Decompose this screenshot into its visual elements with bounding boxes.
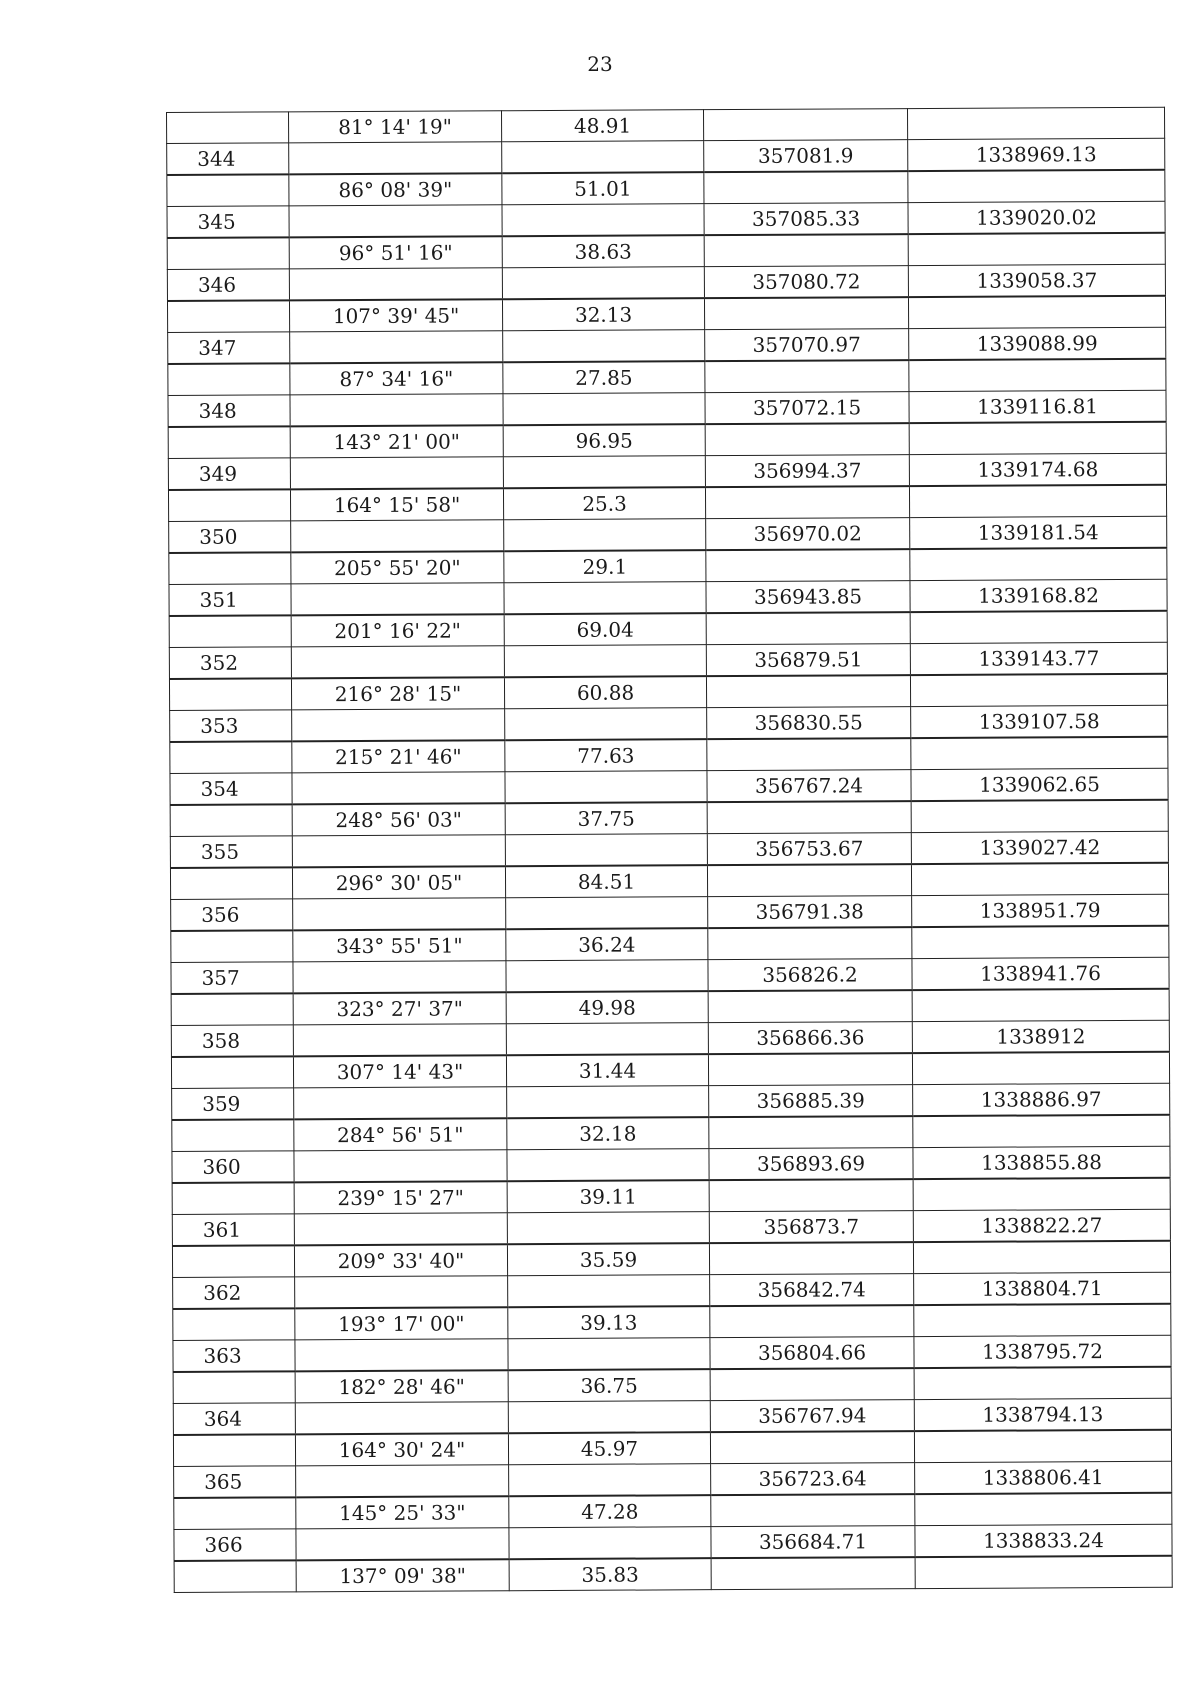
empty-cell <box>909 485 1166 518</box>
empty-cell <box>289 142 502 175</box>
x-coordinate-cell: 357081.9 <box>704 140 908 173</box>
station-cell: 360 <box>172 1151 294 1183</box>
segment-row <box>173 1430 1171 1467</box>
station-cell: 347 <box>168 332 290 364</box>
y-coordinate-cell: 1338941.76 <box>912 957 1169 990</box>
distance-cell: 84.51 <box>505 865 707 898</box>
empty-cell <box>167 300 289 332</box>
empty-cell <box>913 1241 1170 1274</box>
y-coordinate-cell: 1339107.58 <box>911 705 1168 738</box>
empty-cell <box>915 1493 1172 1526</box>
coordinate-table <box>166 107 1173 1593</box>
empty-cell <box>907 107 1164 139</box>
x-coordinate-cell: 356767.24 <box>707 770 911 803</box>
bearing-cell: 307° 14' 43" <box>293 1055 506 1088</box>
point-row <box>173 1335 1171 1372</box>
y-coordinate-cell: 1338795.72 <box>914 1335 1171 1368</box>
distance-cell: 36.24 <box>506 928 708 961</box>
point-row <box>173 1272 1171 1309</box>
empty-cell <box>171 993 293 1025</box>
empty-cell <box>173 1308 295 1340</box>
x-coordinate-cell: 356753.67 <box>707 833 911 866</box>
empty-cell <box>171 1056 293 1088</box>
x-coordinate-cell: 357085.33 <box>704 203 908 236</box>
station-cell: 356 <box>171 899 293 931</box>
empty-cell <box>172 1119 294 1151</box>
bearing-cell: 205° 55' 20" <box>291 551 504 584</box>
segment-row <box>167 170 1165 207</box>
distance-cell: 77.63 <box>505 739 707 772</box>
bearing-cell: 216° 28' 15" <box>291 677 504 710</box>
empty-cell <box>295 1402 508 1435</box>
empty-cell <box>705 486 909 519</box>
empty-cell <box>704 297 908 330</box>
point-row <box>172 1083 1170 1120</box>
x-coordinate-cell: 356842.74 <box>710 1274 914 1307</box>
y-coordinate-cell: 1338855.88 <box>913 1146 1170 1179</box>
point-row <box>168 327 1166 364</box>
empty-cell <box>294 1087 507 1120</box>
bearing-cell: 81° 14' 19" <box>289 111 502 143</box>
empty-cell <box>502 141 704 174</box>
empty-cell <box>292 772 505 805</box>
empty-cell <box>914 1367 1171 1400</box>
empty-cell <box>294 1213 507 1246</box>
empty-cell <box>508 1401 710 1434</box>
empty-cell <box>292 709 505 742</box>
empty-cell <box>708 1053 912 1086</box>
x-coordinate-cell: 356826.2 <box>708 959 912 992</box>
empty-cell <box>910 548 1167 581</box>
empty-cell <box>703 109 907 141</box>
distance-cell: 49.98 <box>506 991 708 1024</box>
empty-cell <box>711 1494 915 1527</box>
point-row <box>170 831 1168 868</box>
empty-cell <box>505 834 707 867</box>
segment-row <box>172 1178 1170 1215</box>
x-coordinate-cell: 356684.71 <box>711 1526 915 1559</box>
empty-cell <box>502 204 704 237</box>
empty-cell <box>173 1371 295 1403</box>
empty-cell <box>506 897 708 930</box>
point-row <box>169 642 1167 679</box>
empty-cell <box>292 835 505 868</box>
empty-cell <box>502 267 704 300</box>
segment-row <box>170 737 1168 774</box>
y-coordinate-cell: 1339174.68 <box>909 453 1166 486</box>
distance-cell: 25.3 <box>503 487 705 520</box>
station-cell: 353 <box>170 710 292 742</box>
distance-cell: 51.01 <box>502 172 704 205</box>
bearing-cell: 215° 21' 46" <box>292 740 505 773</box>
empty-cell <box>173 1434 295 1466</box>
x-coordinate-cell: 356879.51 <box>706 644 910 677</box>
x-coordinate-cell: 356994.37 <box>705 455 909 488</box>
x-coordinate-cell: 357070.97 <box>705 329 909 362</box>
x-coordinate-cell: 356943.85 <box>706 581 910 614</box>
empty-cell <box>290 331 503 364</box>
empty-cell <box>504 582 706 615</box>
empty-cell <box>504 519 706 552</box>
distance-cell: 47.28 <box>509 1495 711 1528</box>
segment-row <box>171 1052 1169 1089</box>
y-coordinate-cell: 1339143.77 <box>910 642 1167 675</box>
x-coordinate-cell: 356804.66 <box>710 1337 914 1370</box>
empty-cell <box>706 612 910 645</box>
segment-row <box>174 1493 1172 1530</box>
y-coordinate-cell: 1338822.27 <box>913 1209 1170 1242</box>
empty-cell <box>169 615 291 647</box>
distance-cell: 38.63 <box>502 235 704 268</box>
station-cell: 355 <box>170 836 292 868</box>
y-coordinate-cell: 1339020.02 <box>908 201 1165 234</box>
bearing-cell: 248° 56' 03" <box>292 803 505 836</box>
bearing-cell: 209° 33' 40" <box>294 1244 507 1277</box>
x-coordinate-cell: 356767.94 <box>710 1400 914 1433</box>
bearing-cell: 323° 27' 37" <box>293 992 506 1025</box>
bearing-cell: 96° 51' 16" <box>289 236 502 269</box>
bearing-cell: 145° 25' 33" <box>296 1496 509 1529</box>
empty-cell <box>708 990 912 1023</box>
empty-cell <box>507 1086 709 1119</box>
bearing-cell: 86° 08' 39" <box>289 173 502 206</box>
segment-row <box>168 485 1166 522</box>
station-cell: 359 <box>172 1088 294 1120</box>
segment-row <box>169 611 1167 648</box>
station-cell: 352 <box>169 647 291 679</box>
y-coordinate-cell: 1339062.65 <box>911 768 1168 801</box>
point-row <box>170 768 1168 805</box>
bearing-cell: 137° 09' 38" <box>296 1559 509 1592</box>
empty-cell <box>507 1149 709 1182</box>
distance-cell: 60.88 <box>504 676 706 709</box>
empty-cell <box>170 804 292 836</box>
empty-cell <box>711 1557 915 1590</box>
point-row <box>172 1146 1170 1183</box>
empty-cell <box>504 645 706 678</box>
y-coordinate-cell: 1338969.13 <box>908 138 1165 171</box>
empty-cell <box>295 1276 508 1309</box>
segment-row <box>167 233 1165 270</box>
station-cell: 344 <box>167 143 289 175</box>
bearing-cell: 164° 15' 58" <box>290 488 503 521</box>
segment-row <box>172 1115 1170 1152</box>
y-coordinate-cell: 1338912 <box>912 1020 1169 1053</box>
empty-cell <box>168 426 290 458</box>
empty-cell <box>912 989 1169 1022</box>
segment-row <box>169 674 1167 711</box>
segment-row <box>174 1556 1172 1593</box>
y-coordinate-cell: 1338806.41 <box>915 1461 1172 1494</box>
segment-row <box>170 800 1168 837</box>
x-coordinate-cell: 356830.55 <box>707 707 911 740</box>
point-row <box>171 894 1169 931</box>
empty-cell <box>706 549 910 582</box>
bearing-cell: 239° 15' 27" <box>294 1181 507 1214</box>
empty-cell <box>912 926 1169 959</box>
station-cell: 362 <box>173 1277 295 1309</box>
empty-cell <box>167 237 289 269</box>
point-row <box>169 516 1167 553</box>
empty-cell <box>707 801 911 834</box>
empty-cell <box>169 552 291 584</box>
segment-row <box>173 1304 1171 1341</box>
empty-cell <box>704 171 908 204</box>
distance-cell: 27.85 <box>503 361 705 394</box>
empty-cell <box>503 456 705 489</box>
empty-cell <box>169 678 291 710</box>
empty-cell <box>912 1052 1169 1085</box>
point-row <box>171 1020 1169 1057</box>
bearing-cell: 107° 39' 45" <box>289 299 502 332</box>
empty-cell <box>704 234 908 267</box>
point-row <box>169 579 1167 616</box>
segment-row <box>169 548 1167 585</box>
empty-cell <box>915 1556 1172 1589</box>
station-cell: 349 <box>168 458 290 490</box>
y-coordinate-cell: 1339168.82 <box>910 579 1167 612</box>
empty-cell <box>170 741 292 773</box>
empty-cell <box>291 646 504 679</box>
point-row <box>174 1524 1172 1561</box>
point-row <box>174 1461 1172 1498</box>
station-cell: 351 <box>169 584 291 616</box>
distance-cell: 48.91 <box>501 110 703 142</box>
station-cell: 348 <box>168 395 290 427</box>
empty-cell <box>709 1179 913 1212</box>
empty-cell <box>910 674 1167 707</box>
y-coordinate-cell: 1339088.99 <box>909 327 1166 360</box>
empty-cell <box>914 1430 1171 1463</box>
empty-cell <box>705 360 909 393</box>
empty-cell <box>505 708 707 741</box>
empty-cell <box>171 930 293 962</box>
bearing-cell: 296° 30' 05" <box>292 866 505 899</box>
x-coordinate-cell: 357080.72 <box>704 266 908 299</box>
station-cell: 357 <box>171 962 293 994</box>
distance-cell: 69.04 <box>504 613 706 646</box>
empty-cell <box>707 738 911 771</box>
point-row <box>167 138 1165 175</box>
empty-cell <box>174 1497 296 1529</box>
segment-row <box>168 359 1166 396</box>
bearing-cell: 193° 17' 00" <box>295 1307 508 1340</box>
y-coordinate-cell: 1338886.97 <box>913 1083 1170 1116</box>
point-row <box>170 705 1168 742</box>
empty-cell <box>909 422 1166 455</box>
empty-cell <box>167 112 289 144</box>
empty-cell <box>710 1368 914 1401</box>
distance-cell: 35.59 <box>507 1243 709 1276</box>
empty-cell <box>506 1023 708 1056</box>
segment-row <box>168 422 1166 459</box>
bearing-cell: 343° 55' 51" <box>293 929 506 962</box>
empty-cell <box>168 363 290 395</box>
station-cell: 364 <box>173 1403 295 1435</box>
empty-cell <box>174 1560 296 1592</box>
point-row <box>168 390 1166 427</box>
table-body <box>167 107 1173 1592</box>
station-cell: 366 <box>174 1529 296 1561</box>
bearing-cell: 182° 28' 46" <box>295 1370 508 1403</box>
empty-cell <box>503 330 705 363</box>
point-row <box>172 1209 1170 1246</box>
station-cell: 358 <box>171 1025 293 1057</box>
station-cell: 354 <box>170 773 292 805</box>
station-cell: 346 <box>167 269 289 301</box>
distance-cell: 35.83 <box>509 1558 711 1591</box>
station-cell: 350 <box>169 521 291 553</box>
empty-cell <box>290 457 503 490</box>
empty-cell <box>168 489 290 521</box>
distance-cell: 37.75 <box>505 802 707 835</box>
bearing-cell: 143° 21' 00" <box>290 425 503 458</box>
empty-cell <box>908 296 1165 329</box>
empty-cell <box>296 1528 509 1561</box>
empty-cell <box>172 1245 294 1277</box>
x-coordinate-cell: 356723.64 <box>711 1463 915 1496</box>
segment-row <box>171 989 1169 1026</box>
empty-cell <box>294 1150 507 1183</box>
empty-cell <box>708 927 912 960</box>
distance-cell: 36.75 <box>508 1369 710 1402</box>
empty-cell <box>507 1212 709 1245</box>
empty-cell <box>909 359 1166 392</box>
y-coordinate-cell: 1339027.42 <box>911 831 1168 864</box>
distance-cell: 39.13 <box>508 1306 710 1339</box>
station-cell: 345 <box>167 206 289 238</box>
empty-cell <box>509 1527 711 1560</box>
y-coordinate-cell: 1339181.54 <box>910 516 1167 549</box>
distance-cell: 39.11 <box>507 1180 709 1213</box>
distance-cell: 96.95 <box>503 424 705 457</box>
y-coordinate-cell: 1339058.37 <box>908 264 1165 297</box>
x-coordinate-cell: 356866.36 <box>708 1022 912 1055</box>
point-row <box>173 1398 1171 1435</box>
y-coordinate-cell: 1338833.24 <box>915 1524 1172 1557</box>
y-coordinate-cell: 1338794.13 <box>914 1398 1171 1431</box>
bearing-cell: 201° 16' 22" <box>291 614 504 647</box>
x-coordinate-cell: 356893.69 <box>709 1148 913 1181</box>
x-coordinate-cell: 356970.02 <box>706 518 910 551</box>
empty-cell <box>706 675 910 708</box>
empty-cell <box>167 174 289 206</box>
empty-cell <box>508 1338 710 1371</box>
empty-cell <box>505 771 707 804</box>
empty-cell <box>913 1115 1170 1148</box>
empty-cell <box>289 205 502 238</box>
empty-cell <box>908 233 1165 266</box>
empty-cell <box>705 423 909 456</box>
empty-cell <box>293 898 506 931</box>
point-row <box>171 957 1169 994</box>
segment-row <box>170 863 1168 900</box>
station-cell: 363 <box>173 1340 295 1372</box>
segment-row <box>173 1367 1171 1404</box>
empty-cell <box>911 800 1168 833</box>
empty-cell <box>172 1182 294 1214</box>
segment-row <box>171 926 1169 963</box>
empty-cell <box>914 1304 1171 1337</box>
empty-cell <box>506 960 708 993</box>
bearing-cell: 164° 30' 24" <box>295 1433 508 1466</box>
empty-cell <box>710 1431 914 1464</box>
segment-row <box>172 1241 1170 1278</box>
x-coordinate-cell: 356885.39 <box>709 1085 913 1118</box>
empty-cell <box>503 393 705 426</box>
empty-cell <box>293 961 506 994</box>
point-row <box>167 201 1165 238</box>
point-row <box>167 264 1165 301</box>
empty-cell <box>709 1116 913 1149</box>
empty-cell <box>296 1465 509 1498</box>
empty-cell <box>508 1275 710 1308</box>
distance-cell: 32.13 <box>502 298 704 331</box>
empty-cell <box>295 1339 508 1372</box>
y-coordinate-cell: 1339116.81 <box>909 390 1166 423</box>
empty-cell <box>289 268 502 301</box>
empty-cell <box>290 394 503 427</box>
x-coordinate-cell: 356791.38 <box>708 896 912 929</box>
page-number: 23 <box>587 52 613 76</box>
bearing-cell: 87° 34' 16" <box>290 362 503 395</box>
y-coordinate-cell: 1338951.79 <box>912 894 1169 927</box>
x-coordinate-cell: 356873.7 <box>709 1211 913 1244</box>
empty-cell <box>707 864 911 897</box>
empty-cell <box>509 1464 711 1497</box>
bearing-cell: 284° 56' 51" <box>294 1118 507 1151</box>
point-row <box>168 453 1166 490</box>
segment-row <box>167 296 1165 333</box>
distance-cell: 45.97 <box>508 1432 710 1465</box>
station-cell: 361 <box>172 1214 294 1246</box>
empty-cell <box>293 1024 506 1057</box>
empty-cell <box>908 170 1165 203</box>
empty-cell <box>911 737 1168 770</box>
distance-cell: 29.1 <box>504 550 706 583</box>
empty-cell <box>170 867 292 899</box>
distance-cell: 32.18 <box>507 1117 709 1150</box>
station-cell: 365 <box>174 1466 296 1498</box>
empty-cell <box>291 583 504 616</box>
empty-cell <box>291 520 504 553</box>
empty-cell <box>911 863 1168 896</box>
empty-cell <box>910 611 1167 644</box>
empty-cell <box>709 1242 913 1275</box>
y-coordinate-cell: 1338804.71 <box>914 1272 1171 1305</box>
distance-cell: 31.44 <box>506 1054 708 1087</box>
empty-cell <box>710 1305 914 1338</box>
x-coordinate-cell: 357072.15 <box>705 392 909 425</box>
empty-cell <box>913 1178 1170 1211</box>
